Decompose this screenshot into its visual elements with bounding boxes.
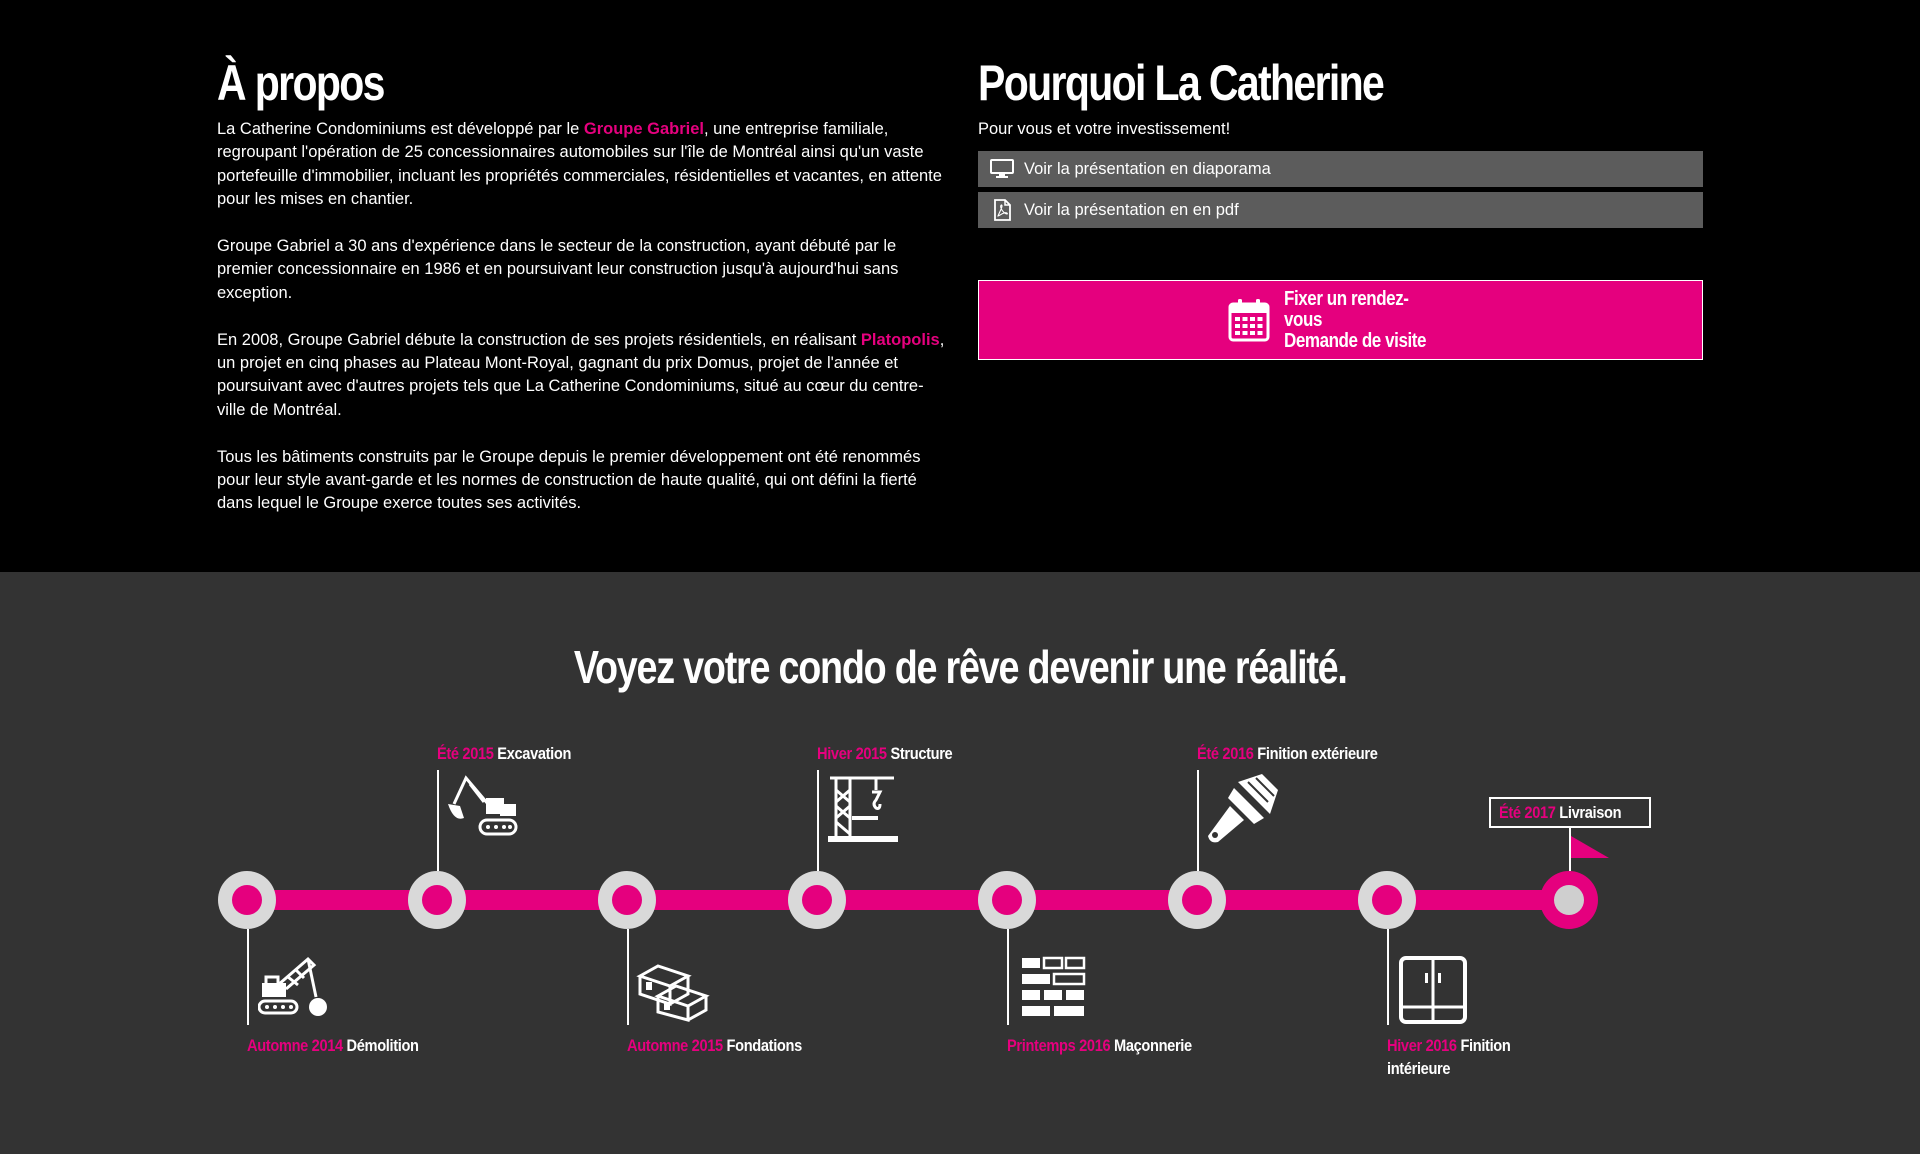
step-label: Été 2015 Excavation — [437, 744, 572, 763]
timeline-node[interactable] — [788, 871, 846, 929]
cta-line-1: Fixer un rendez-vous — [1283, 287, 1409, 331]
about-text — [217, 118, 947, 539]
connector-line — [437, 770, 439, 871]
step-label: Printemps 2016 Maçonnerie — [1007, 1036, 1192, 1055]
blocks-icon — [636, 962, 710, 1022]
timeline-node[interactable] — [598, 871, 656, 929]
paintbrush-icon — [1204, 772, 1280, 844]
connector-line — [247, 929, 249, 1025]
pdf-icon — [990, 199, 1014, 221]
slideshow-button-label: Voir la présentation en diaporama — [1024, 159, 1271, 178]
pdf-button-label: Voir la présentation en en pdf — [1024, 200, 1239, 219]
connector-line — [1007, 929, 1009, 1025]
step-label: Hiver 2015 Structure — [817, 744, 953, 763]
wrecking-crane-icon — [258, 955, 332, 1021]
about-paragraph-3: En 2008, Groupe Gabriel débute la construction de ses projets résidentiels, en réalisant Platopolis, un projet en cinq phases au Plateau Mont-Royal, gagnant du prix Domus, projet de l'année et poursuivant avec d'autres projets tels que La Catherine Condominiums, situé au cœur du centre-ville de Montréal. — [217, 330, 945, 419]
connector-line — [627, 929, 629, 1025]
flag-icon — [1571, 836, 1611, 860]
pdf-button[interactable] — [978, 192, 1703, 228]
timeline-node-final[interactable] — [1540, 871, 1598, 929]
tower-crane-icon — [826, 774, 898, 844]
connector-line — [1197, 770, 1199, 871]
timeline-title: Voyez votre condo de rêve devenir une réalité. — [573, 641, 1347, 693]
timeline-node[interactable] — [408, 871, 466, 929]
step-label: Automne 2014 Démolition — [247, 1036, 419, 1055]
step-label: Été 2016 Finition extérieure — [1197, 744, 1378, 763]
why-title: Pourquoi La Catherine — [978, 55, 1384, 111]
excavator-icon — [444, 774, 520, 844]
about-title: À propos — [217, 55, 384, 111]
cta-line-2: Demande de visite — [1283, 329, 1426, 352]
step-label: Automne 2015 Fondations — [627, 1036, 802, 1055]
cabinet-icon — [1398, 955, 1468, 1025]
groupe-gabriel-link[interactable]: Groupe Gabriel — [583, 120, 704, 138]
bricks-icon — [1020, 955, 1088, 1025]
livraison-box — [1489, 797, 1651, 828]
appointment-button[interactable] — [978, 280, 1703, 360]
about-paragraph-1: La Catherine Condominiums est développé par le Groupe Gabriel, une entreprise familiale, regroupant l'opération de 25 concessionnaires automobiles sur l'île de Montréal ainsi qu'un vaste portefeuille d'immobilier, incluant les propriétés commerciales, résidentielles et vacantes, en attente pour les mises en chantier. — [217, 120, 942, 209]
timeline-node[interactable] — [1168, 871, 1226, 929]
calendar-icon — [1228, 298, 1270, 342]
about-paragraph-2: Groupe Gabriel a 30 ans d'expérience dans le secteur de la construction, ayant débuté par le premier concessionnaire en 1986 et en poursuivant leur construction jusqu'à aujourd'hui sans exception. — [217, 237, 899, 302]
connector-line — [817, 770, 819, 871]
why-subtitle: Pour vous et votre investissement! — [978, 120, 1231, 138]
step-label: Été 2017 Livraison — [1498, 803, 1622, 822]
step-label: Hiver 2016 Finition intérieure — [1387, 1036, 1511, 1078]
timeline-node[interactable] — [978, 871, 1036, 929]
monitor-icon — [990, 159, 1014, 179]
about-paragraph-4: Tous les bâtiments construits par le Groupe depuis le premier développement ont été renommés pour leur style avant-garde et les normes de construction de haute qualité, qui ont défini la fierté dans lequel le Groupe exerce toutes ses activités. — [217, 447, 921, 513]
timeline-node[interactable] — [1358, 871, 1416, 929]
platopolis-link[interactable]: Platopolis — [860, 330, 940, 349]
timeline-node[interactable] — [218, 871, 276, 929]
slideshow-button[interactable] — [978, 151, 1703, 187]
connector-line — [1387, 929, 1389, 1025]
